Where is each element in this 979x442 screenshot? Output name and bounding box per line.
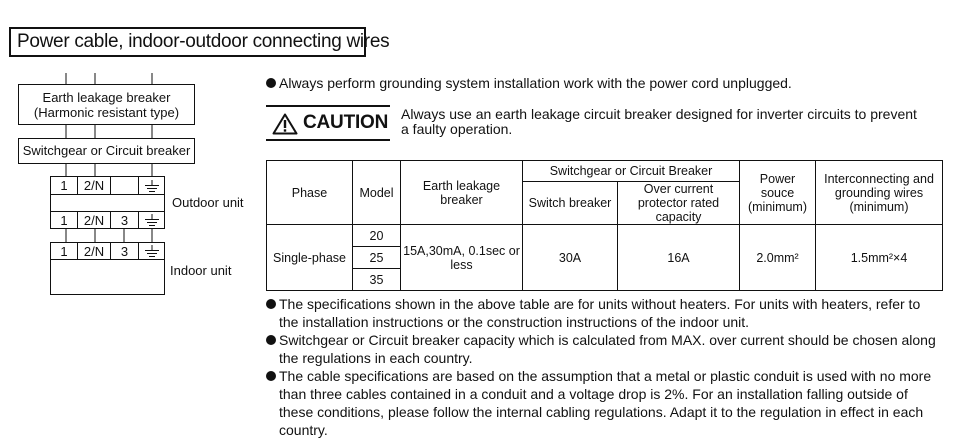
header-power-source: Power souce (minimum) <box>740 161 816 225</box>
note-text: The cable specifications are based on the assumption that a metal or plastic conduit is used with no more than three cables contained in a conduit and a voltage drop is 2%. For an installation falling outside of these conditions, please follow the internal cabling regulations. Adapt it to the regulation in effect in each country. <box>279 368 932 438</box>
caution-label: CAUTION <box>303 112 389 133</box>
note-item <box>266 331 942 367</box>
elb-label-line2: (Harmonic resistant type) <box>33 105 180 120</box>
outdoor-terminal-1: 1 <box>60 178 68 193</box>
cell-elb: 15A,30mA, 0.1sec or less <box>401 225 523 291</box>
cell-model: 35 <box>353 269 401 291</box>
bullet-icon <box>266 371 276 381</box>
header-model: Model <box>353 161 401 225</box>
outdoor-terminal-1-lower: 1 <box>60 213 68 228</box>
bullet-icon <box>266 78 276 88</box>
caution-badge <box>266 105 390 141</box>
note-text: Switchgear or Circuit breaker capacity which is calculated from MAX. over current should be chosen along the regulations in each country. <box>279 332 936 366</box>
header-elb: Earth leakage breaker <box>401 161 523 225</box>
cell-switch-breaker: 30A <box>523 225 618 291</box>
bullet-icon <box>266 335 276 345</box>
indoor-terminal-2n: 2/N <box>83 244 105 259</box>
grounding-notice <box>266 75 792 91</box>
note-item <box>266 295 942 331</box>
switchgear-label: Switchgear or Circuit breaker <box>22 143 191 158</box>
notes-list <box>266 295 942 439</box>
cell-phase: Single-phase <box>267 225 353 291</box>
cell-power-source: 2.0mm² <box>740 225 816 291</box>
note-text: The specifications shown in the above table are for units without heaters. For units with heaters, refer to the installation instructions or the construction instructions of the indoor unit. <box>279 296 921 330</box>
cell-model: 25 <box>353 247 401 269</box>
warning-triangle-icon <box>272 113 298 135</box>
cell-ocp: 16A <box>618 225 740 291</box>
indoor-terminal-3: 3 <box>120 244 129 259</box>
elb-label-line1: Earth leakage breaker <box>42 90 171 105</box>
page-title: Power cable, indoor-outdoor connecting wires <box>9 27 366 57</box>
outdoor-terminal-2n: 2/N <box>83 178 105 193</box>
header-phase: Phase <box>267 161 353 225</box>
outdoor-terminal-2n-lower: 2/N <box>83 213 105 228</box>
indoor-terminal-1: 1 <box>60 244 68 259</box>
header-ocp: Over current protector rated capacity <box>618 182 740 225</box>
spec-table <box>266 160 943 291</box>
header-interconnect: Interconnecting and grounding wires (minimum) <box>816 161 943 225</box>
outdoor-unit-label: Outdoor unit <box>172 195 244 210</box>
indoor-unit-label: Indoor unit <box>170 263 232 278</box>
header-switchgear-group: Switchgear or Circuit Breaker <box>523 161 740 182</box>
header-switch-breaker: Switch breaker <box>523 182 618 225</box>
caution-text: Always use an earth leakage circuit breaker designed for inverter circuits to prevent a faulty operation. <box>401 106 917 137</box>
grounding-notice-text: Always perform grounding system installation work with the power cord unplugged. <box>279 75 792 91</box>
cell-interconnect: 1.5mm²×4 <box>816 225 943 291</box>
outdoor-terminal-3: 3 <box>120 213 129 228</box>
cell-model: 20 <box>353 225 401 247</box>
note-item <box>266 367 942 439</box>
bullet-icon <box>266 299 276 309</box>
